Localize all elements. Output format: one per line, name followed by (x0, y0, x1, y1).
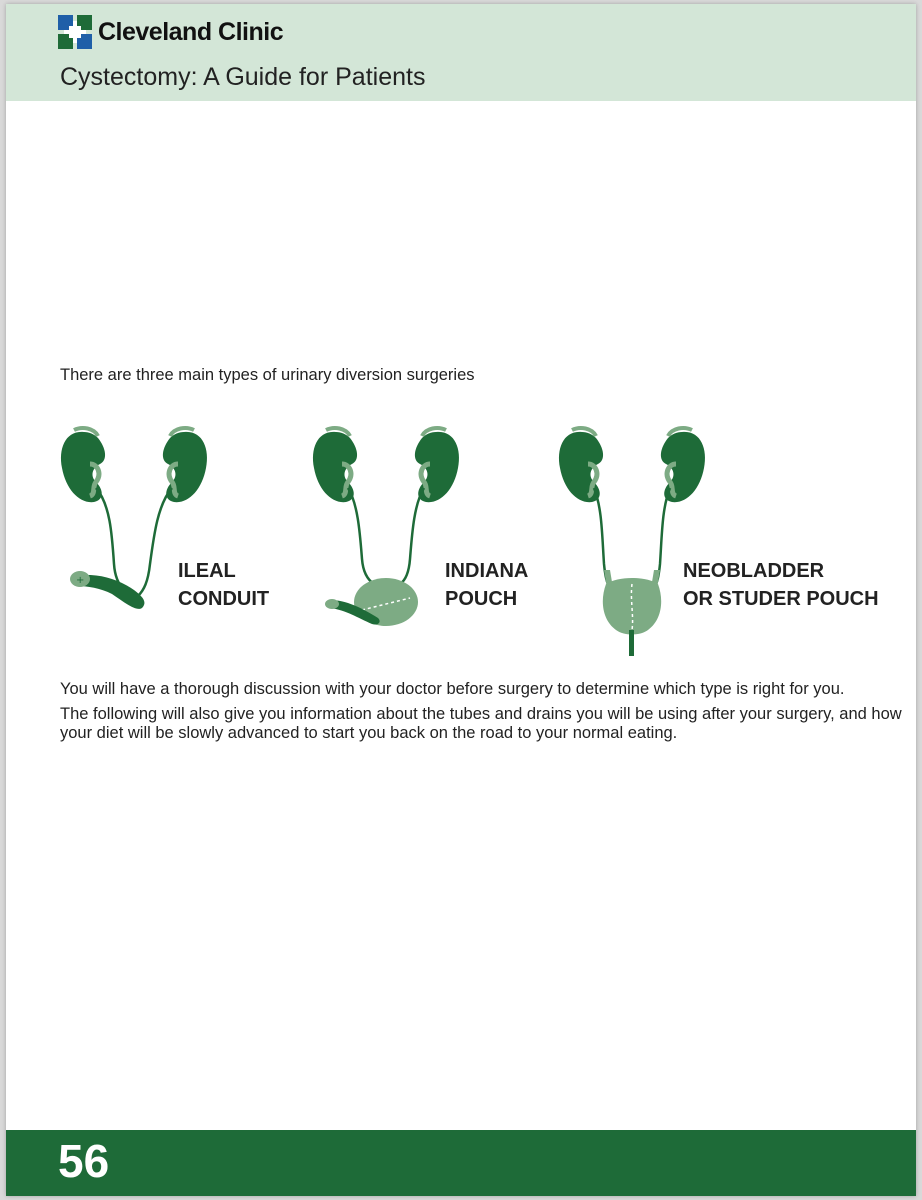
svg-text:+: + (76, 575, 85, 586)
brand-name: Cleveland Clinic (98, 17, 284, 46)
neobladder-label-line1: NEOBLADDER (683, 560, 825, 582)
page-header (6, 4, 916, 101)
indiana-pouch-illustration (306, 424, 466, 634)
neobladder-illustration (552, 424, 712, 656)
brand-logo (58, 14, 283, 50)
right-ureter (138, 488, 172, 596)
ileal-conduit-label-line2: CONDUIT (178, 588, 270, 610)
right-ureter (400, 488, 424, 584)
left-ureter (96, 488, 124, 590)
left-ureter (594, 488, 608, 584)
stoma (325, 599, 339, 609)
ileal-conduit-label-line1: ILEAL (178, 560, 236, 582)
body-paragraph-1: You will have a thorough discussion with your doctor before surgery to determine which type is right for you. (60, 680, 845, 698)
left-ureter (348, 488, 374, 584)
document-page (6, 4, 916, 1196)
indiana-pouch-label-line2: POUCH (445, 588, 518, 610)
document-title: Cystectomy: A Guide for Patients (60, 63, 426, 91)
page-number: 56 (58, 1135, 110, 1187)
intro-text: There are three main types of urinary diversion surgeries (60, 366, 475, 384)
body-paragraph-2: The following will also give you information about the tubes and drains you will be using after your surgery, and how your diet will be slowly advanced to start you back on the road to your normal eating. (60, 705, 902, 742)
urethra (629, 630, 634, 656)
right-ureter (656, 488, 670, 584)
left-kidney-icon (559, 428, 603, 502)
cleveland-clinic-cross-icon (58, 15, 92, 49)
indiana-pouch-label-line1: INDIANA (445, 560, 529, 582)
page-footer (6, 1130, 916, 1196)
right-kidney-icon (661, 428, 705, 502)
neobladder-label-line2: OR STUDER POUCH (683, 588, 879, 610)
